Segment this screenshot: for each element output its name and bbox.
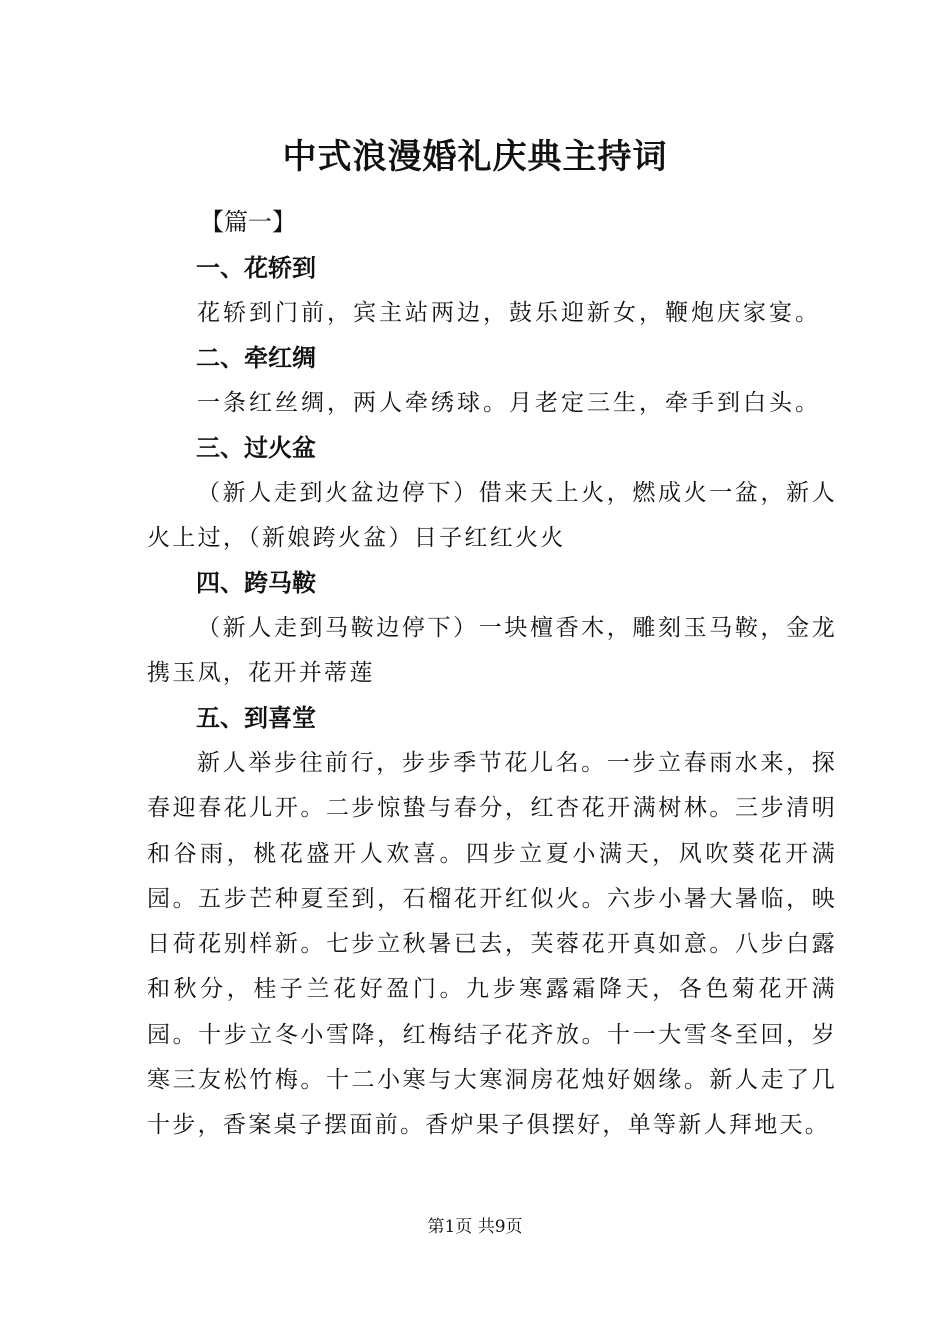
- section-text-3: （新人走到火盆边停下）借来天上火，燃成火一盆，新人火上过，（新娘跨火盆）日子红红火火: [147, 480, 837, 552]
- section-text-1: 花轿到门前，宾主站两边，鼓乐迎新女，鞭炮庆家宴。: [197, 300, 821, 326]
- section-heading-5: 五、到喜堂: [196, 704, 316, 732]
- section-heading-3: 三、过火盆: [196, 434, 316, 462]
- section-heading-2: 二、牵红绸: [196, 344, 316, 372]
- section-text-4: （新人走到马鞍边停下）一块檀香木，雕刻玉马鞍，金龙携玉凤，花开并蒂莲: [147, 615, 837, 687]
- section-text-5: 新人举步往前行，步步季节花儿名。一步立春雨水来，探春迎春花儿开。二步惊蛰与春分，红杏花开满树林。三步清明和谷雨，桃花盛开人欢喜。四步立夏小满天，风吹葵花开满园。五步芒种夏至到，石榴花开红似火。六步小暑大暑临，映日荷花别样新。七步立秋暑已去，芙蓉花开真如意。八步白露和秋分，桂子兰花好盈门。九步寒露霜降天，各色菊花开满园。十步立冬小雪降，红梅结子花齐放。十一大雪冬至回，岁寒三友松竹梅。十二小寒与大寒洞房花烛好姻缘。新人走了几十步，香案桌子摆面前。香炉果子俱摆好，单等新人拜地天。: [147, 750, 837, 1139]
- document-title: 中式浪漫婚礼庆典主持词: [282, 137, 668, 177]
- section-heading-4: 四、跨马鞍: [196, 569, 316, 597]
- section-text-2: 一条红丝绸，两人牵绣球。月老定三生，牵手到白头。: [197, 390, 821, 416]
- page-footer: 第1页 共9页: [427, 1217, 523, 1237]
- section-heading-1: 一、花轿到: [196, 254, 316, 282]
- section-tag: 【篇一】: [200, 208, 296, 236]
